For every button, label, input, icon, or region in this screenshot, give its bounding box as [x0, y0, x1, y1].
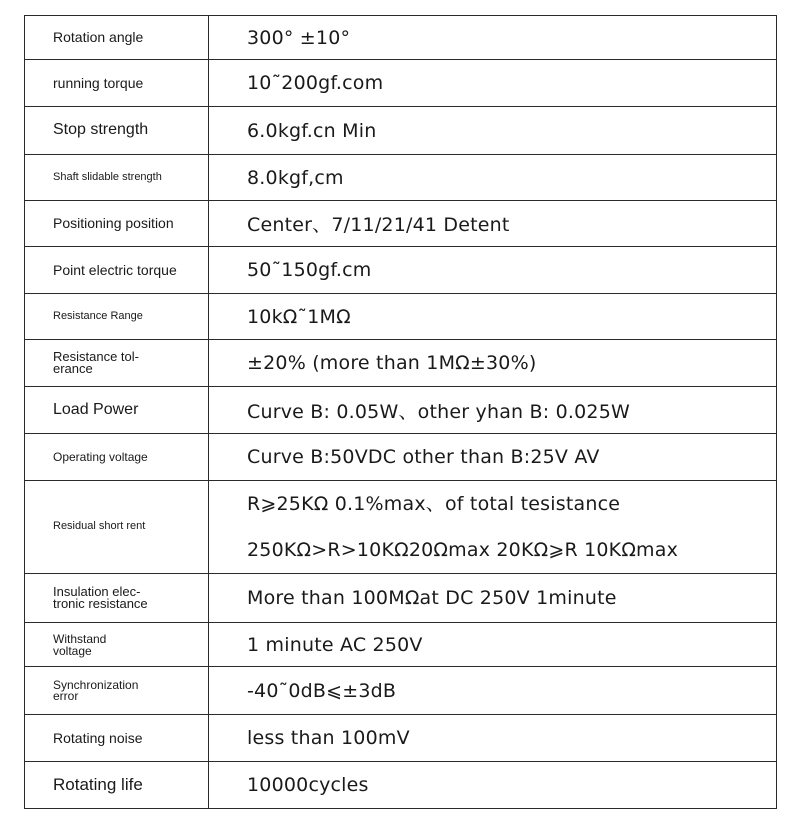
table-row	[25, 574, 777, 623]
param-synchronization-error	[25, 667, 209, 715]
param-operating-voltage: Operating voltage	[25, 434, 209, 481]
value-running-torque: 10˜200gf.com	[209, 60, 777, 107]
param-stop-strength: Stop strength	[25, 107, 209, 155]
table-row	[25, 715, 777, 762]
param-point-electric-torque: Point electric torque	[25, 247, 209, 294]
table-row	[25, 762, 777, 809]
param-load-power: Load Power	[25, 387, 209, 434]
param-resistance-tolerance	[25, 340, 209, 387]
value-point-electric-torque: 50˜150gf.cm	[209, 247, 777, 294]
param-withstand-voltage-text: Withstand voltage	[53, 631, 107, 658]
table-row	[25, 155, 777, 201]
value-operating-voltage: Curve B:50VDC other than B:25V AV	[209, 434, 777, 481]
table-row	[25, 623, 777, 667]
table-row	[25, 667, 777, 715]
table-row	[25, 16, 777, 60]
value-insulation-resistance: More than 100MΩat DC 250V 1minute	[209, 574, 777, 623]
table-row	[25, 201, 777, 247]
value-residual-line-1: R⩾25KΩ 0.1%max、of total tesistance	[247, 493, 621, 515]
param-insulation-resistance-text: Insulation elec-tronic resistance	[53, 584, 148, 611]
value-load-power: Curve B: 0.05W、other yhan B: 0.025W	[209, 387, 777, 434]
param-rotating-noise: Rotating noise	[25, 715, 209, 762]
param-shaft-slidable-strength: Shaft slidable strength	[25, 155, 209, 201]
value-resistance-range: 10kΩ˜1MΩ	[209, 294, 777, 340]
value-rotating-life: 10000cycles	[209, 762, 777, 809]
value-rotation-angle: 300° ±10°	[209, 16, 777, 60]
param-residual-short-rent: Residual short rent	[25, 481, 209, 574]
value-resistance-tolerance: ±20% (more than 1MΩ±30%)	[209, 340, 777, 387]
param-rotating-life: Rotating life	[25, 762, 209, 809]
value-shaft-slidable-strength: 8.0kgf,cm	[209, 155, 777, 201]
table-row	[25, 387, 777, 434]
table-row	[25, 340, 777, 387]
value-synchronization-error: -40˜0dB⩽±3dB	[209, 667, 777, 715]
param-running-torque: running torque	[25, 60, 209, 107]
table-row	[25, 294, 777, 340]
value-rotating-noise: less than 100mV	[209, 715, 777, 762]
table-row	[25, 434, 777, 481]
value-withstand-voltage: 1 minute AC 250V	[209, 623, 777, 667]
param-insulation-resistance	[25, 574, 209, 623]
param-resistance-range: Resistance Range	[25, 294, 209, 340]
param-withstand-voltage	[25, 623, 209, 667]
param-rotation-angle: Rotation angle	[25, 16, 209, 60]
value-residual-line-2: 250KΩ>R>10KΩ20Ωmax 20KΩ⩾R 10KΩmax	[247, 539, 679, 561]
value-stop-strength: 6.0kgf.cn Min	[209, 107, 777, 155]
table-row	[25, 60, 777, 107]
table-row	[25, 247, 777, 294]
value-positioning-position: Center、7/11/21/41 Detent	[209, 201, 777, 247]
table-row	[25, 107, 777, 155]
param-positioning-position: Positioning position	[25, 201, 209, 247]
param-synchronization-error-text: Synchronization error	[53, 677, 139, 703]
param-resistance-tolerance-text: Resistance tol-erance	[53, 349, 139, 376]
table-row	[25, 481, 777, 574]
spec-table	[24, 15, 777, 809]
value-residual-short-rent	[209, 481, 777, 574]
